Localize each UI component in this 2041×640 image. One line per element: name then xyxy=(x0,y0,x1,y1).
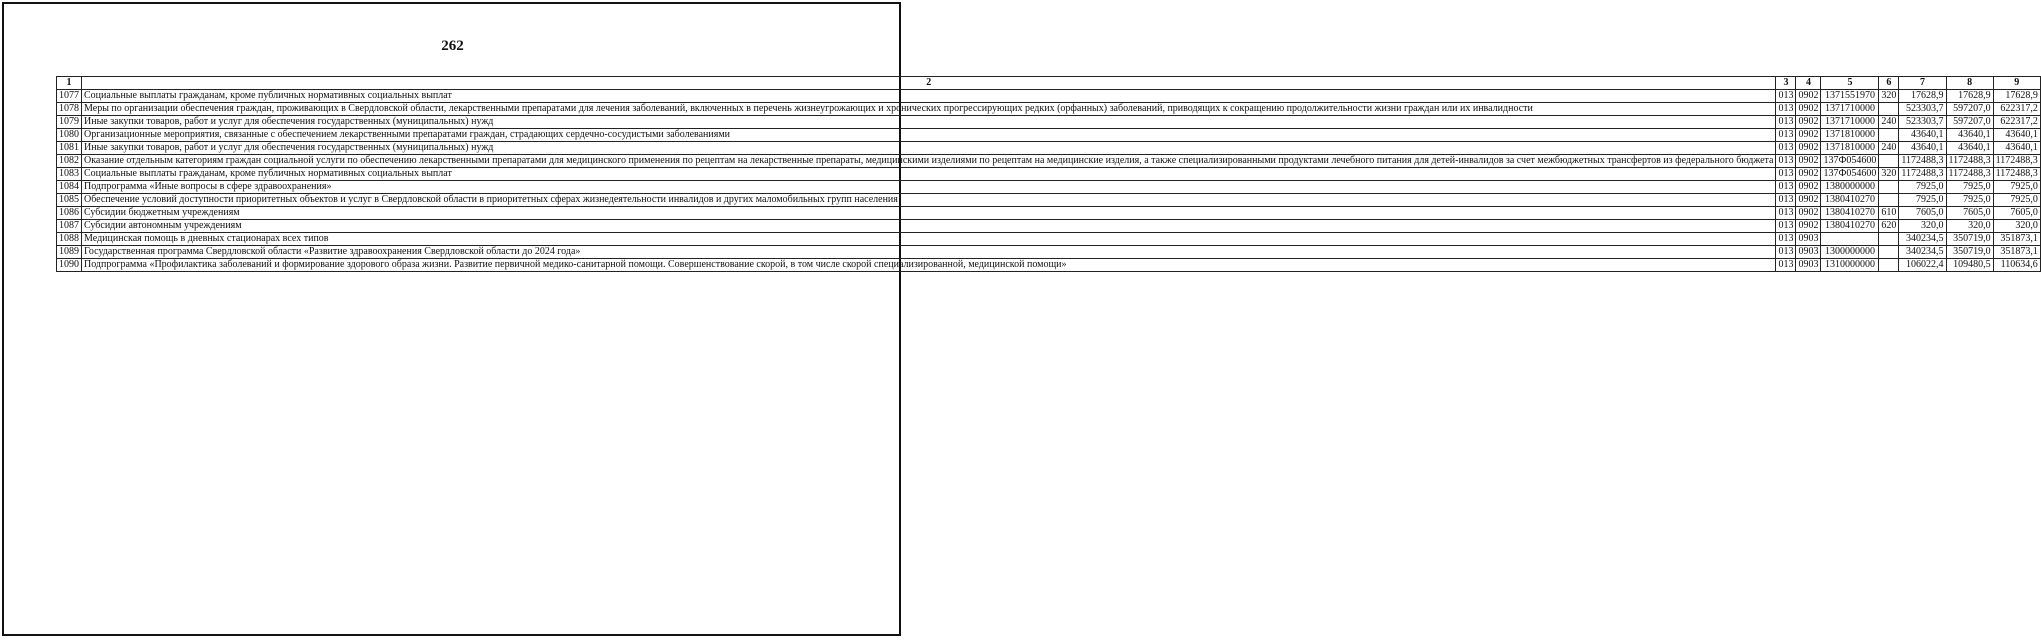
item-name-cell: Государственная программа Свердловской области «Развитие здравоохранения Свердловской области до 2024 года» xyxy=(82,246,1776,259)
amount-year-2-cell: 7925,0 xyxy=(1946,194,1993,207)
ministry-code-cell: 013 xyxy=(1776,220,1796,233)
expense-type-cell xyxy=(1879,246,1899,259)
amount-year-3-cell: 7925,0 xyxy=(1993,194,2040,207)
target-article-cell: 1300000000 xyxy=(1821,246,1879,259)
table-row xyxy=(57,181,2041,194)
column-header: 2 xyxy=(82,77,1776,90)
expense-type-cell: 240 xyxy=(1879,116,1899,129)
amount-year-2-cell: 109480,5 xyxy=(1946,259,1993,272)
amount-year-3-cell: 43640,1 xyxy=(1993,129,2040,142)
expense-type-cell xyxy=(1879,233,1899,246)
section-code-cell: 0903 xyxy=(1796,246,1821,259)
amount-year-3-cell: 1172488,3 xyxy=(1993,155,2040,168)
table-row xyxy=(57,246,2041,259)
amount-year-2-cell: 43640,1 xyxy=(1946,129,1993,142)
amount-year-3-cell: 110634,6 xyxy=(1993,259,2040,272)
expense-type-cell xyxy=(1879,259,1899,272)
row-number-cell: 1089 xyxy=(57,246,82,259)
column-header: 7 xyxy=(1899,77,1946,90)
amount-year-2-cell: 597207,0 xyxy=(1946,103,1993,116)
column-header: 1 xyxy=(57,77,82,90)
section-code-cell: 0902 xyxy=(1796,142,1821,155)
amount-year-3-cell: 43640,1 xyxy=(1993,142,2040,155)
amount-year-2-cell: 320,0 xyxy=(1946,220,1993,233)
column-header: 8 xyxy=(1946,77,1993,90)
row-number-cell: 1083 xyxy=(57,168,82,181)
item-name-cell: Социальные выплаты гражданам, кроме публичных нормативных социальных выплат xyxy=(82,168,1776,181)
target-article-cell: 1380000000 xyxy=(1821,181,1879,194)
row-number-cell: 1077 xyxy=(57,90,82,103)
target-article-cell: 137Ф054600 xyxy=(1821,168,1879,181)
table-row xyxy=(57,129,2041,142)
expense-type-cell: 240 xyxy=(1879,142,1899,155)
section-code-cell: 0902 xyxy=(1796,194,1821,207)
table-row xyxy=(57,194,2041,207)
section-code-cell: 0902 xyxy=(1796,90,1821,103)
item-name-cell: Обеспечение условий доступности приоритетных объектов и услуг в Свердловской области в приоритетных сферах жизнедеятельности инвалидов и других маломобильных групп населения xyxy=(82,194,1776,207)
section-code-cell: 0902 xyxy=(1796,220,1821,233)
row-number-cell: 1081 xyxy=(57,142,82,155)
expense-type-cell xyxy=(1879,129,1899,142)
item-name-cell: Медицинская помощь в дневных стационарах всех типов xyxy=(82,233,1776,246)
ministry-code-cell: 013 xyxy=(1776,129,1796,142)
amount-year-2-cell: 43640,1 xyxy=(1946,142,1993,155)
budget-table xyxy=(56,76,2041,272)
table-row xyxy=(57,220,2041,233)
amount-year-3-cell: 351873,1 xyxy=(1993,246,2040,259)
amount-year-1-cell: 17628,9 xyxy=(1899,90,1946,103)
item-name-cell: Субсидии бюджетным учреждениям xyxy=(82,207,1776,220)
row-number-cell: 1086 xyxy=(57,207,82,220)
amount-year-1-cell: 43640,1 xyxy=(1899,129,1946,142)
section-code-cell: 0902 xyxy=(1796,116,1821,129)
item-name-cell: Социальные выплаты гражданам, кроме публичных нормативных социальных выплат xyxy=(82,90,1776,103)
amount-year-3-cell: 351873,1 xyxy=(1993,233,2040,246)
amount-year-2-cell: 1172488,3 xyxy=(1946,168,1993,181)
column-header: 3 xyxy=(1776,77,1796,90)
amount-year-1-cell: 7925,0 xyxy=(1899,181,1946,194)
amount-year-1-cell: 340234,5 xyxy=(1899,246,1946,259)
table-row xyxy=(57,103,2041,116)
amount-year-2-cell: 17628,9 xyxy=(1946,90,1993,103)
expense-type-cell xyxy=(1879,194,1899,207)
table-row xyxy=(57,259,2041,272)
ministry-code-cell: 013 xyxy=(1776,90,1796,103)
ministry-code-cell: 013 xyxy=(1776,181,1796,194)
expense-type-cell xyxy=(1879,181,1899,194)
ministry-code-cell: 013 xyxy=(1776,233,1796,246)
column-header: 6 xyxy=(1879,77,1899,90)
item-name-cell: Подпрограмма «Профилактика заболеваний и формирование здорового образа жизни. Развитие первичной медико-санитарной помощи. Совершенствование скорой, в том числе скорой специализированной, медицинской помощи» xyxy=(82,259,1776,272)
ministry-code-cell: 013 xyxy=(1776,168,1796,181)
item-name-cell: Оказание отдельным категориям граждан социальной услуги по обеспечению лекарственными препаратами для медицинского применения по рецептам на лекарственные препараты, медицинскими изделиями по рецептам на медицинские изделия, а также специализированными продуктами лечебного питания для детей-инвалидов за счет межбюджетных трансфертов из федерального бюджета xyxy=(82,155,1776,168)
amount-year-2-cell: 1172488,3 xyxy=(1946,155,1993,168)
item-name-cell: Иные закупки товаров, работ и услуг для обеспечения государственных (муниципальных) нужд xyxy=(82,116,1776,129)
amount-year-3-cell: 1172488,3 xyxy=(1993,168,2040,181)
item-name-cell: Подпрограмма «Иные вопросы в сфере здравоохранения» xyxy=(82,181,1776,194)
section-code-cell: 0902 xyxy=(1796,207,1821,220)
amount-year-1-cell: 43640,1 xyxy=(1899,142,1946,155)
expense-type-cell xyxy=(1879,155,1899,168)
table-row xyxy=(57,207,2041,220)
header-row xyxy=(57,77,2041,90)
amount-year-2-cell: 350719,0 xyxy=(1946,246,1993,259)
section-code-cell: 0902 xyxy=(1796,168,1821,181)
amount-year-1-cell: 523303,7 xyxy=(1899,103,1946,116)
row-number-cell: 1084 xyxy=(57,181,82,194)
row-number-cell: 1088 xyxy=(57,233,82,246)
section-code-cell: 0902 xyxy=(1796,155,1821,168)
ministry-code-cell: 013 xyxy=(1776,207,1796,220)
expense-type-cell xyxy=(1879,103,1899,116)
item-name-cell: Иные закупки товаров, работ и услуг для обеспечения государственных (муниципальных) нужд xyxy=(82,142,1776,155)
table-row xyxy=(57,168,2041,181)
column-header: 4 xyxy=(1796,77,1821,90)
row-number-cell: 1080 xyxy=(57,129,82,142)
item-name-cell: Субсидии автономным учреждениям xyxy=(82,220,1776,233)
expense-type-cell: 320 xyxy=(1879,168,1899,181)
expense-type-cell: 610 xyxy=(1879,207,1899,220)
amount-year-1-cell: 106022,4 xyxy=(1899,259,1946,272)
amount-year-1-cell: 7925,0 xyxy=(1899,194,1946,207)
ministry-code-cell: 013 xyxy=(1776,194,1796,207)
page-number: 262 xyxy=(441,38,464,54)
column-header: 9 xyxy=(1993,77,2040,90)
expense-type-cell: 620 xyxy=(1879,220,1899,233)
ministry-code-cell: 013 xyxy=(1776,246,1796,259)
row-number-cell: 1087 xyxy=(57,220,82,233)
amount-year-1-cell: 320,0 xyxy=(1899,220,1946,233)
ministry-code-cell: 013 xyxy=(1776,155,1796,168)
table-row xyxy=(57,155,2041,168)
amount-year-2-cell: 350719,0 xyxy=(1946,233,1993,246)
table-row xyxy=(57,233,2041,246)
amount-year-2-cell: 597207,0 xyxy=(1946,116,1993,129)
section-code-cell: 0903 xyxy=(1796,259,1821,272)
target-article-cell: 1380410270 xyxy=(1821,220,1879,233)
ministry-code-cell: 013 xyxy=(1776,259,1796,272)
section-code-cell: 0902 xyxy=(1796,181,1821,194)
ministry-code-cell: 013 xyxy=(1776,142,1796,155)
target-article-cell: 137Ф054600 xyxy=(1821,155,1879,168)
item-name-cell: Организационные мероприятия, связанные с обеспечением лекарственными препаратами граждан, страдающих сердечно-сосудистыми заболеваниями xyxy=(82,129,1776,142)
section-code-cell: 0903 xyxy=(1796,233,1821,246)
amount-year-1-cell: 1172488,3 xyxy=(1899,155,1946,168)
table-row xyxy=(57,116,2041,129)
expense-type-cell: 320 xyxy=(1879,90,1899,103)
amount-year-1-cell: 1172488,3 xyxy=(1899,168,1946,181)
section-code-cell: 0902 xyxy=(1796,103,1821,116)
row-number-cell: 1085 xyxy=(57,194,82,207)
column-header: 5 xyxy=(1821,77,1879,90)
target-article-cell xyxy=(1821,233,1879,246)
amount-year-1-cell: 7605,0 xyxy=(1899,207,1946,220)
amount-year-3-cell: 7925,0 xyxy=(1993,181,2040,194)
amount-year-3-cell: 320,0 xyxy=(1993,220,2040,233)
section-code-cell: 0902 xyxy=(1796,129,1821,142)
target-article-cell: 1310000000 xyxy=(1821,259,1879,272)
amount-year-3-cell: 622317,2 xyxy=(1993,116,2040,129)
table-row xyxy=(57,90,2041,103)
amount-year-3-cell: 622317,2 xyxy=(1993,103,2040,116)
row-number-cell: 1090 xyxy=(57,259,82,272)
amount-year-3-cell: 17628,9 xyxy=(1993,90,2040,103)
amount-year-2-cell: 7605,0 xyxy=(1946,207,1993,220)
ministry-code-cell: 013 xyxy=(1776,103,1796,116)
target-article-cell: 1380410270 xyxy=(1821,194,1879,207)
target-article-cell: 1371710000 xyxy=(1821,103,1879,116)
item-name-cell: Меры по организации обеспечения граждан, проживающих в Свердловской области, лекарственными препаратами для лечения заболеваний, включенных в перечень жизнеугрожающих и хронических прогрессирующих редких (орфанных) заболеваний, приводящих к сокращению продолжительности жизни граждан или их инвалидности xyxy=(82,103,1776,116)
target-article-cell: 1371551970 xyxy=(1821,90,1879,103)
row-number-cell: 1078 xyxy=(57,103,82,116)
amount-year-2-cell: 7925,0 xyxy=(1946,181,1993,194)
target-article-cell: 1371710000 xyxy=(1821,116,1879,129)
ministry-code-cell: 013 xyxy=(1776,116,1796,129)
amount-year-1-cell: 523303,7 xyxy=(1899,116,1946,129)
target-article-cell: 1380410270 xyxy=(1821,207,1879,220)
target-article-cell: 1371810000 xyxy=(1821,129,1879,142)
row-number-cell: 1082 xyxy=(57,155,82,168)
amount-year-1-cell: 340234,5 xyxy=(1899,233,1946,246)
amount-year-3-cell: 7605,0 xyxy=(1993,207,2040,220)
table-row xyxy=(57,142,2041,155)
row-number-cell: 1079 xyxy=(57,116,82,129)
target-article-cell: 1371810000 xyxy=(1821,142,1879,155)
